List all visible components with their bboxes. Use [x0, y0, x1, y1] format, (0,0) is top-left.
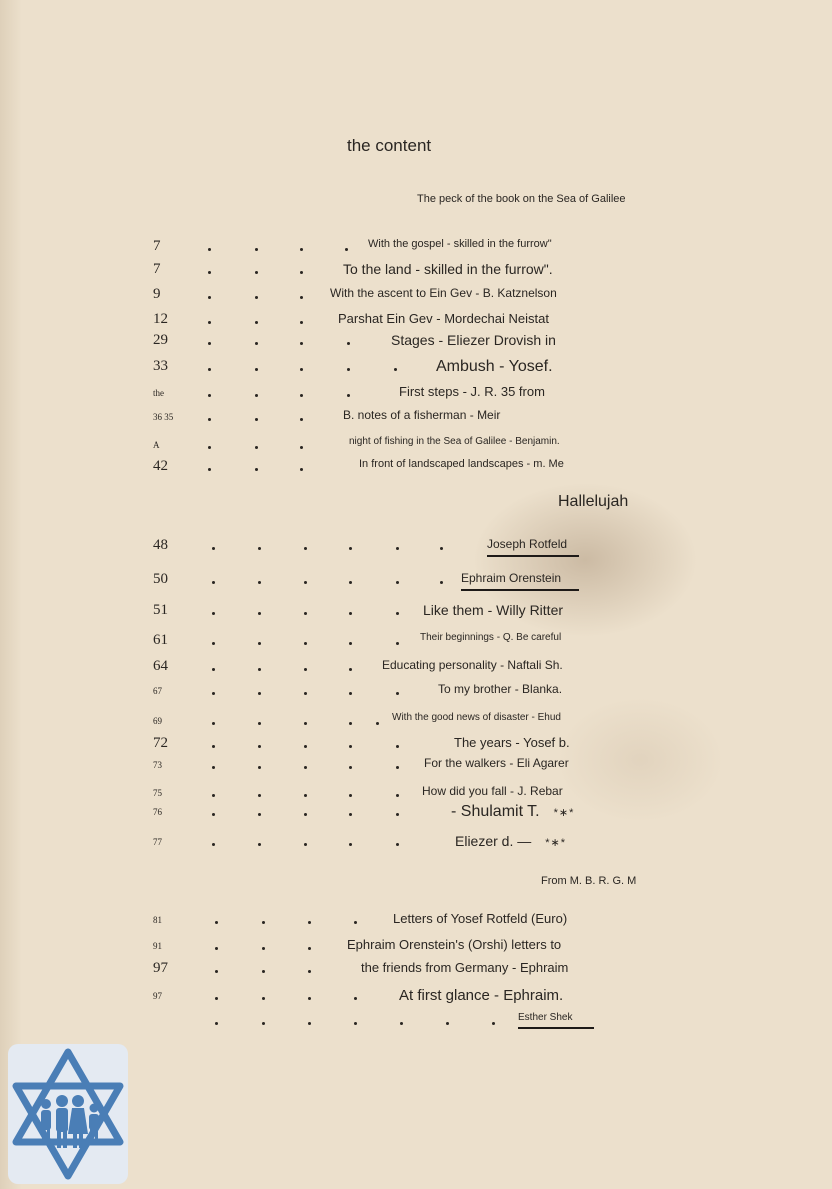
toc-entry-title: How did you fall - J. Rebar	[422, 784, 563, 798]
page-subtitle: The peck of the book on the Sea of Galilee	[417, 193, 626, 205]
leader-dot	[308, 1022, 311, 1025]
toc-page-number: 7	[153, 238, 161, 254]
toc-page-number: 72	[153, 735, 168, 751]
leader-dot	[304, 547, 307, 550]
leader-dot	[262, 970, 265, 973]
leader-dot	[212, 813, 215, 816]
toc-page-number: 75	[153, 788, 162, 798]
toc-entry-title: Like them - Willy Ritter	[423, 602, 564, 618]
toc-page-number: 64	[153, 658, 168, 674]
toc-page-number: the	[153, 388, 164, 398]
toc-page-number: 69	[153, 716, 162, 726]
leader-dot	[208, 368, 211, 371]
leader-dot	[215, 947, 218, 950]
leader-dot	[304, 745, 307, 748]
toc-entry	[0, 803, 832, 827]
leader-dot	[400, 1022, 403, 1025]
toc-entry-title: Eliezer d. — *∗*	[455, 833, 567, 849]
leader-dot	[212, 722, 215, 725]
leader-dot	[304, 642, 307, 645]
leader-dot	[308, 921, 311, 924]
leader-dot	[258, 722, 261, 725]
toc-entry-title: Parshat Ein Gev - Mordechai Neistat	[338, 311, 549, 326]
leader-dot	[349, 722, 352, 725]
leader-dot	[258, 547, 261, 550]
toc-entry	[0, 384, 832, 408]
toc-page-number: 97	[153, 991, 162, 1001]
leader-dot	[258, 813, 261, 816]
toc-leader-dots	[0, 766, 832, 772]
leader-dot	[308, 970, 311, 973]
toc-page-number: 81	[153, 915, 162, 925]
leader-dot	[258, 794, 261, 797]
leader-dot	[255, 446, 258, 449]
leader-dot	[208, 296, 211, 299]
leader-dot	[208, 446, 211, 449]
leader-dot	[255, 468, 258, 471]
toc-entry-title: With the gospel - skilled in the furrow"	[368, 238, 552, 250]
toc-entry-title: First steps - J. R. 35 from	[399, 384, 545, 399]
toc-entry	[0, 458, 832, 482]
leader-dot	[255, 418, 258, 421]
leader-dot	[215, 997, 218, 1000]
leader-dot	[262, 997, 265, 1000]
leader-dot	[215, 1022, 218, 1025]
toc-entry-title: With the good news of disaster - Ehud	[392, 712, 561, 723]
leader-dot	[300, 446, 303, 449]
toc-page-number: 48	[153, 537, 168, 553]
leader-dot	[255, 248, 258, 251]
leader-dot	[258, 642, 261, 645]
toc-page-number: 77	[153, 837, 162, 847]
toc-entry	[0, 682, 832, 706]
leader-dot	[255, 368, 258, 371]
leader-dot	[300, 271, 303, 274]
leader-dot	[300, 418, 303, 421]
toc-entry	[0, 987, 832, 1011]
toc-leader-dots	[0, 813, 832, 819]
leader-dot	[349, 668, 352, 671]
leader-dot	[212, 766, 215, 769]
toc-leader-dots	[0, 642, 832, 648]
leader-dot	[300, 296, 303, 299]
leader-dot	[300, 394, 303, 397]
leader-dot	[300, 368, 303, 371]
toc-entry-title: Esther Shek	[518, 1012, 594, 1029]
leader-dot	[208, 271, 211, 274]
leader-dot	[208, 248, 211, 251]
leader-dot	[258, 668, 261, 671]
leader-dot	[300, 342, 303, 345]
toc-page-number: 91	[153, 941, 162, 951]
toc-leader-dots	[0, 843, 832, 849]
toc-page-number: 97	[153, 960, 168, 976]
leader-dot	[262, 947, 265, 950]
toc-entry	[0, 571, 832, 595]
leader-dot	[349, 766, 352, 769]
leader-dot	[258, 843, 261, 846]
leader-dot	[349, 692, 352, 695]
leader-dot	[396, 692, 399, 695]
toc-entry	[0, 632, 832, 656]
leader-dot	[304, 692, 307, 695]
toc-entry	[0, 1012, 832, 1036]
toc-entry	[0, 911, 832, 935]
toc-entry	[0, 658, 832, 682]
leader-dot	[349, 547, 352, 550]
toc-page-number: 7	[153, 261, 161, 277]
leader-dot	[349, 581, 352, 584]
leader-dot	[304, 843, 307, 846]
toc-entry	[0, 332, 832, 356]
toc-page-number: 61	[153, 632, 168, 648]
leader-dot	[212, 642, 215, 645]
page-title: the content	[347, 136, 432, 155]
toc-entry-title: Their beginnings - Q. Be careful	[420, 632, 562, 643]
leader-dot	[258, 581, 261, 584]
toc-entry-title: In front of landscaped landscapes - m. Me	[359, 458, 564, 470]
toc-entry	[0, 602, 832, 626]
leader-dot	[212, 843, 215, 846]
toc-entry	[0, 408, 832, 432]
leader-dot	[215, 970, 218, 973]
leader-dot	[304, 612, 307, 615]
leader-dot	[396, 843, 399, 846]
toc-entry	[0, 937, 832, 961]
toc-entry-title: Joseph Rotfeld	[487, 537, 579, 557]
toc-entry	[0, 712, 832, 736]
leader-dot	[354, 1022, 357, 1025]
toc-page-number: 12	[153, 311, 168, 327]
leader-dot	[446, 1022, 449, 1025]
leader-dot	[258, 745, 261, 748]
toc-leader-dots	[0, 794, 832, 800]
leader-dot	[396, 766, 399, 769]
leader-dot	[212, 745, 215, 748]
leader-dot	[300, 468, 303, 471]
leader-dot	[440, 547, 443, 550]
leader-dot	[255, 296, 258, 299]
toc-entry-title: For the walkers - Eli Agarer	[424, 756, 569, 770]
toc-entry-title: Stages - Eliezer Drovish in	[391, 332, 556, 348]
leader-dot	[349, 813, 352, 816]
toc-asterisks: *∗*	[545, 837, 567, 849]
toc-entry	[0, 358, 832, 382]
leader-dot	[215, 921, 218, 924]
toc-entry	[0, 756, 832, 780]
toc-leader-dots	[0, 692, 832, 698]
toc-entry	[0, 238, 832, 262]
leader-dot	[255, 271, 258, 274]
toc-asterisks: *∗*	[553, 807, 575, 819]
leader-dot	[354, 997, 357, 1000]
leader-dot	[304, 581, 307, 584]
leader-dot	[396, 813, 399, 816]
leader-dot	[255, 342, 258, 345]
leader-dot	[262, 921, 265, 924]
leader-dot	[208, 342, 211, 345]
leader-dot	[212, 612, 215, 615]
toc-entry	[0, 286, 832, 310]
toc-entry	[0, 960, 832, 984]
toc-entry-title: Letters of Yosef Rotfeld (Euro)	[393, 911, 568, 926]
leader-dot	[376, 722, 379, 725]
leader-dot	[440, 581, 443, 584]
leader-dot	[208, 418, 211, 421]
toc-entry-title: The years - Yosef b.	[454, 735, 570, 750]
leader-dot	[308, 947, 311, 950]
leader-dot	[354, 921, 357, 924]
toc-entry-title: Ephraim Orenstein's (Orshi) letters to	[347, 937, 562, 952]
toc-entry-title: Ambush - Yosef.	[436, 358, 553, 375]
leader-dot	[212, 794, 215, 797]
toc-entry-title: To my brother - Blanka.	[438, 682, 563, 696]
leader-dot	[396, 642, 399, 645]
leader-dot	[212, 668, 215, 671]
toc-leader-dots	[0, 368, 832, 374]
toc-entry-title: At first glance - Ephraim.	[399, 987, 564, 1004]
toc-page-number: 9	[153, 286, 161, 302]
leader-dot	[255, 321, 258, 324]
leader-dot	[258, 612, 261, 615]
toc-entry-title: - Shulamit T. *∗*	[451, 803, 575, 820]
leader-dot	[396, 794, 399, 797]
toc-entry-title: night of fishing in the Sea of Galilee - Benjamin.	[349, 436, 560, 447]
toc-page-number: A	[153, 440, 160, 450]
toc-entry-title: Ephraim Orenstein	[461, 571, 579, 591]
leader-dot	[208, 321, 211, 324]
leader-dot	[347, 368, 350, 371]
toc-page-number: 73	[153, 760, 162, 770]
toc-leader-dots	[0, 1022, 832, 1028]
leader-dot	[304, 766, 307, 769]
leader-dot	[345, 248, 348, 251]
toc-page-number: 33	[153, 358, 168, 374]
leader-dot	[255, 394, 258, 397]
toc-page-number: 76	[153, 807, 162, 817]
toc-page-number: 67	[153, 686, 162, 696]
leader-dot	[300, 248, 303, 251]
toc-entry	[0, 436, 832, 460]
leader-dot	[304, 813, 307, 816]
leader-dot	[349, 794, 352, 797]
toc-leader-dots	[0, 581, 832, 587]
toc-entry	[0, 537, 832, 561]
leader-dot	[212, 547, 215, 550]
toc-entry-title: Educating personality - Naftali Sh.	[382, 658, 563, 672]
section-heading-from: From M. B. R. G. M	[541, 875, 637, 887]
leader-dot	[396, 581, 399, 584]
toc-entry	[0, 833, 832, 857]
toc-leader-dots	[0, 745, 832, 751]
leader-dot	[349, 745, 352, 748]
leader-dot	[212, 692, 215, 695]
leader-dot	[258, 692, 261, 695]
toc-leader-dots	[0, 547, 832, 553]
leader-dot	[304, 668, 307, 671]
logo-badge	[8, 1044, 128, 1184]
leader-dot	[396, 745, 399, 748]
leader-dot	[492, 1022, 495, 1025]
leader-dot	[300, 321, 303, 324]
leader-dot	[394, 368, 397, 371]
leader-dot	[308, 997, 311, 1000]
leader-dot	[208, 468, 211, 471]
leader-dot	[258, 766, 261, 769]
leader-dot	[347, 342, 350, 345]
leader-dot	[262, 1022, 265, 1025]
section-heading-hallelujah: Hallelujah	[558, 493, 629, 510]
toc-entry-title: To the land - skilled in the furrow".	[343, 261, 553, 277]
leader-dot	[304, 794, 307, 797]
toc-page-number: 50	[153, 571, 168, 587]
leader-dot	[347, 394, 350, 397]
leader-dot	[349, 843, 352, 846]
toc-entry-title: With the ascent to Ein Gev - B. Katznelson	[330, 286, 557, 300]
leader-dot	[304, 722, 307, 725]
leader-dot	[349, 612, 352, 615]
toc-page-number: 42	[153, 458, 168, 474]
toc-entry-title: the friends from Germany - Ephraim	[361, 960, 569, 975]
toc-page-number: 51	[153, 602, 168, 618]
star-of-david-family-icon	[8, 1044, 128, 1184]
toc-entry-title: B. notes of a fisherman - Meir	[343, 408, 501, 422]
toc-entry	[0, 261, 832, 285]
toc-page-number: 36 35	[153, 412, 174, 422]
toc-leader-dots	[0, 612, 832, 618]
leader-dot	[208, 394, 211, 397]
leader-dot	[396, 612, 399, 615]
leader-dot	[396, 547, 399, 550]
leader-dot	[349, 642, 352, 645]
leader-dot	[212, 581, 215, 584]
toc-page-number: 29	[153, 332, 168, 348]
